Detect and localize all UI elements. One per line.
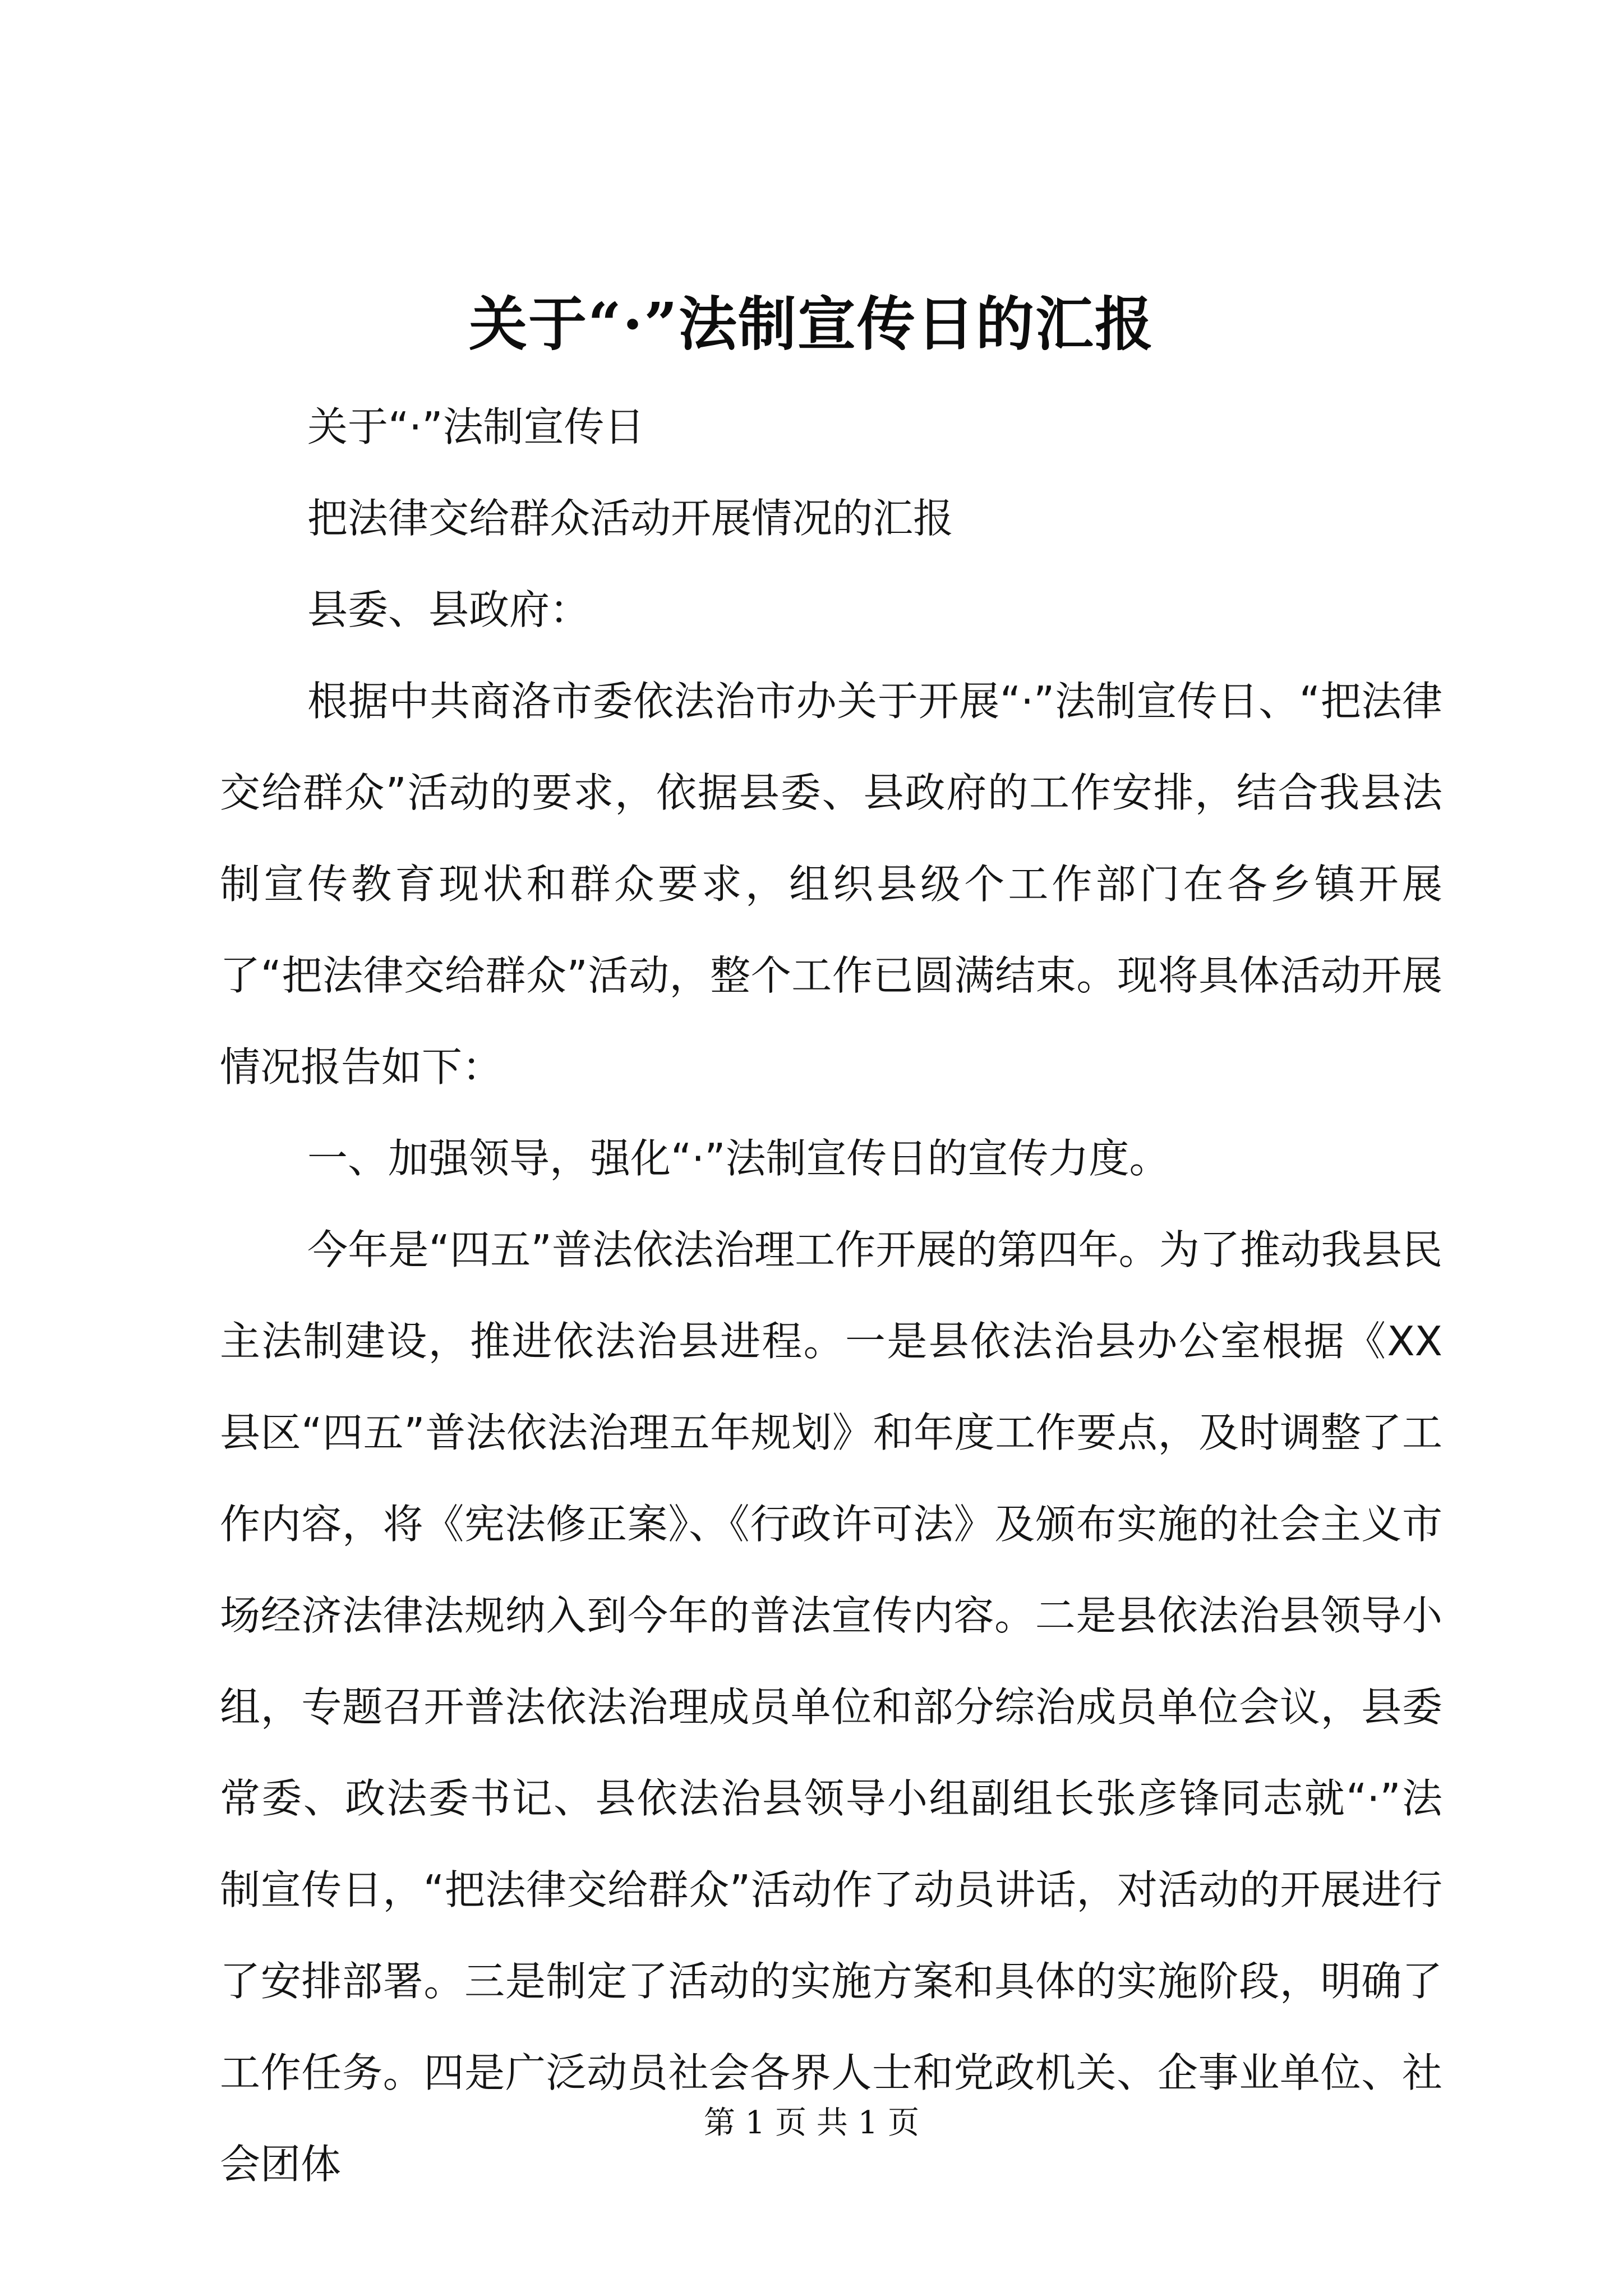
salutation: 县委、县政府： bbox=[307, 586, 591, 633]
document-body bbox=[220, 381, 1442, 2210]
subtitle-line-2: 把法律交给群众活动开展情况的汇报 bbox=[307, 495, 954, 542]
document-title: 关于“·”法制宣传日的汇报 bbox=[469, 289, 1154, 358]
section-1-paragraph: 今年是“四五”普法依法治理工作开展的第四年。为了推动我县民主法制建设，推进依法治县进程。一是县依法治县办公室根据《XX县区“四五”普法依法治理五年规划》和年度工作要点，及时调整了工作内容，将《宪法修正案》、《行政许可法》及颁布实施的社会主义市场经济法律法规纳入到今年的普法宣传内容。二是县依法治县领导小组，专题召开普法依法治理成员单位和部分综治成员单位会议，县委常委、政法委书记、县依法治县领导小组副组长张彦锋同志就“·”法制宣传日，“把法律交给群众”活动作了动员讲话，对活动的开展进行了安排部署。三是制定了活动的实施方案和具体的实施阶段，明确了工作任务。四是广泛动员社会各界人士和党政机关、企事业单位、社会团体 bbox=[220, 1226, 1442, 2188]
page-footer: 第 1 页 共 1 页 bbox=[703, 2105, 920, 2141]
intro-paragraph: 根据中共商洛市委依法治市办关于开展“·”法制宣传日、“把法律交给群众”活动的要求，依据县委、县政府的工作安排，结合我县法制宣传教育现状和群众要求，组织县级个工作部门在各乡镇开展了“把法律交给群众”活动，整个工作已圆满结束。现将具体活动开展情况报告如下： bbox=[220, 678, 1442, 1091]
subtitle-line-1: 关于“·”法制宣传日 bbox=[307, 403, 645, 450]
section-heading-1: 一、加强领导，强化“·”法制宣传日的宣传力度。 bbox=[307, 1135, 1170, 1182]
